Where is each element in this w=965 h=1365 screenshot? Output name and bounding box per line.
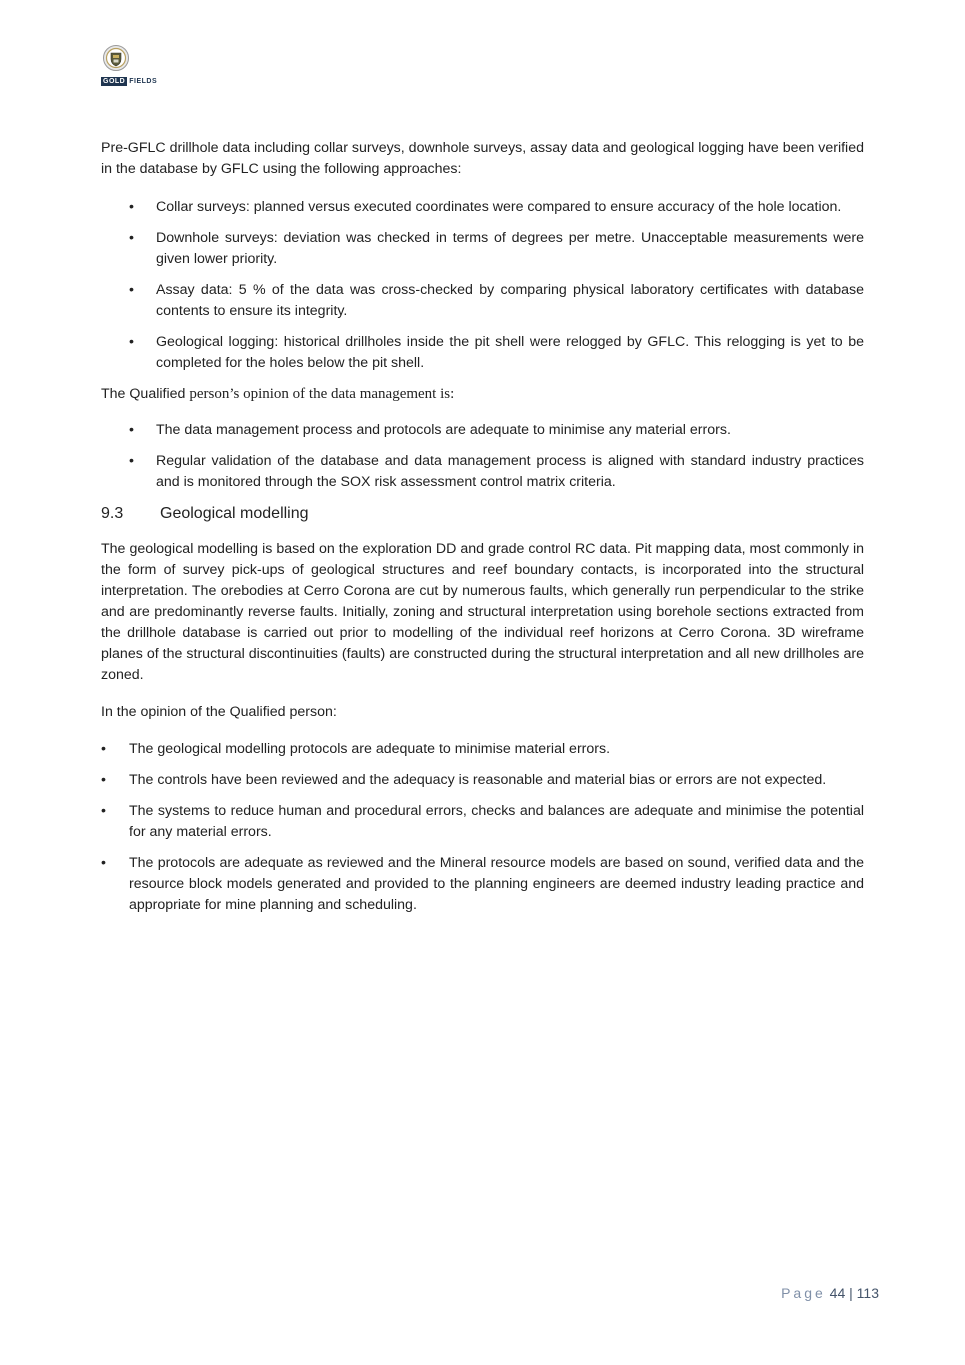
bullet-icon: • (101, 855, 106, 871)
crest-icon (103, 44, 129, 74)
section-number: 9.3 (101, 505, 124, 522)
logo-wordmark: GOLD FIELDS (103, 78, 158, 85)
list-item: • Downhole surveys: deviation was checked in terms of degrees per metre. Unacceptable measurements were given lower priority. (129, 230, 864, 267)
page-number: 44 (829, 1285, 846, 1301)
geological-modelling-paragraph: The geological modelling is based on the exploration DD and grade control RC data. Pit mapping data, most commonly in the form of survey pick-ups of geological structures and reef boundary contacts, is incorporated into the structural interpretation. The orebodies at Cerro Corona are cut by numerous faults, which generally run perpendicular to the strike and are predominantly reverse faults. Initially, zoning and structural interpretation using borehole sections extracted from the drillhole database is carried out prior to modelling of the individual reef horizons at Cerro Corona. 3D wireframe planes of the structural discontinuities (faults) are constructed during the structural interpretation and all new drillholes are zoned. (101, 541, 864, 683)
page-label: Page (781, 1285, 826, 1301)
data-management-list (101, 420, 864, 493)
page-body (101, 138, 864, 926)
list-item: • Geological logging: historical drillholes inside the pit shell were relogged by GFLC. This relogging is yet to be completed for the holes below the pit shell. (129, 334, 864, 371)
page-separator: | (849, 1285, 853, 1301)
bullet-icon: • (129, 422, 134, 438)
list-item: • Regular validation of the database and data management process is aligned with standard industry practices and is monitored through the SOX risk assessment control matrix criteria. (129, 453, 864, 490)
page-footer (781, 1285, 879, 1301)
bullet-icon: • (129, 199, 134, 215)
modelling-list (101, 739, 864, 916)
list-item: • Assay data: 5 % of the data was cross-checked by comparing physical laboratory certificates with database contents to ensure its integrity. (129, 282, 864, 319)
list-item: • The systems to reduce human and procedural errors, checks and balances are adequate and minimise the potential for any material errors. (101, 803, 864, 840)
bullet-icon: • (129, 453, 134, 469)
bullet-icon: • (129, 334, 134, 350)
bullet-icon: • (101, 772, 106, 788)
qp-opinion-paragraph-2: In the opinion of the Qualified person: (101, 704, 337, 720)
list-item: • The geological modelling protocols are adequate to minimise material errors. (101, 739, 864, 760)
qp-opinion-paragraph: The Qualified person’s opinion of the data management is: (101, 386, 455, 402)
section-title: Geological modelling (160, 505, 309, 522)
list-item: • The controls have been reviewed and the adequacy is reasonable and material bias or errors are not expected. (101, 770, 864, 791)
approaches-list (101, 197, 864, 374)
bullet-icon: • (129, 282, 134, 298)
list-item: • The data management process and protocols are adequate to minimise any material errors. (101, 420, 864, 441)
bullet-icon: • (101, 741, 106, 757)
total-pages: 113 (856, 1285, 879, 1301)
list-item: • The protocols are adequate as reviewed and the Mineral resource models are based on sound, verified data and the resource block models generated and provided to the planning engineers are deemed industry leading practice and appropriate for mine planning and scheduling. (101, 855, 864, 913)
section-heading (101, 503, 864, 525)
bullet-icon: • (129, 230, 134, 246)
gold-fields-logo (101, 44, 167, 88)
list-item: • Collar surveys: planned versus executed coordinates were compared to ensure accuracy of the hole location. (101, 197, 864, 218)
bullet-icon: • (101, 803, 106, 819)
intro-paragraph: Pre-GFLC drillhole data including collar surveys, downhole surveys, assay data and geological logging have been verified in the database by GFLC using the following approaches: (101, 140, 864, 177)
